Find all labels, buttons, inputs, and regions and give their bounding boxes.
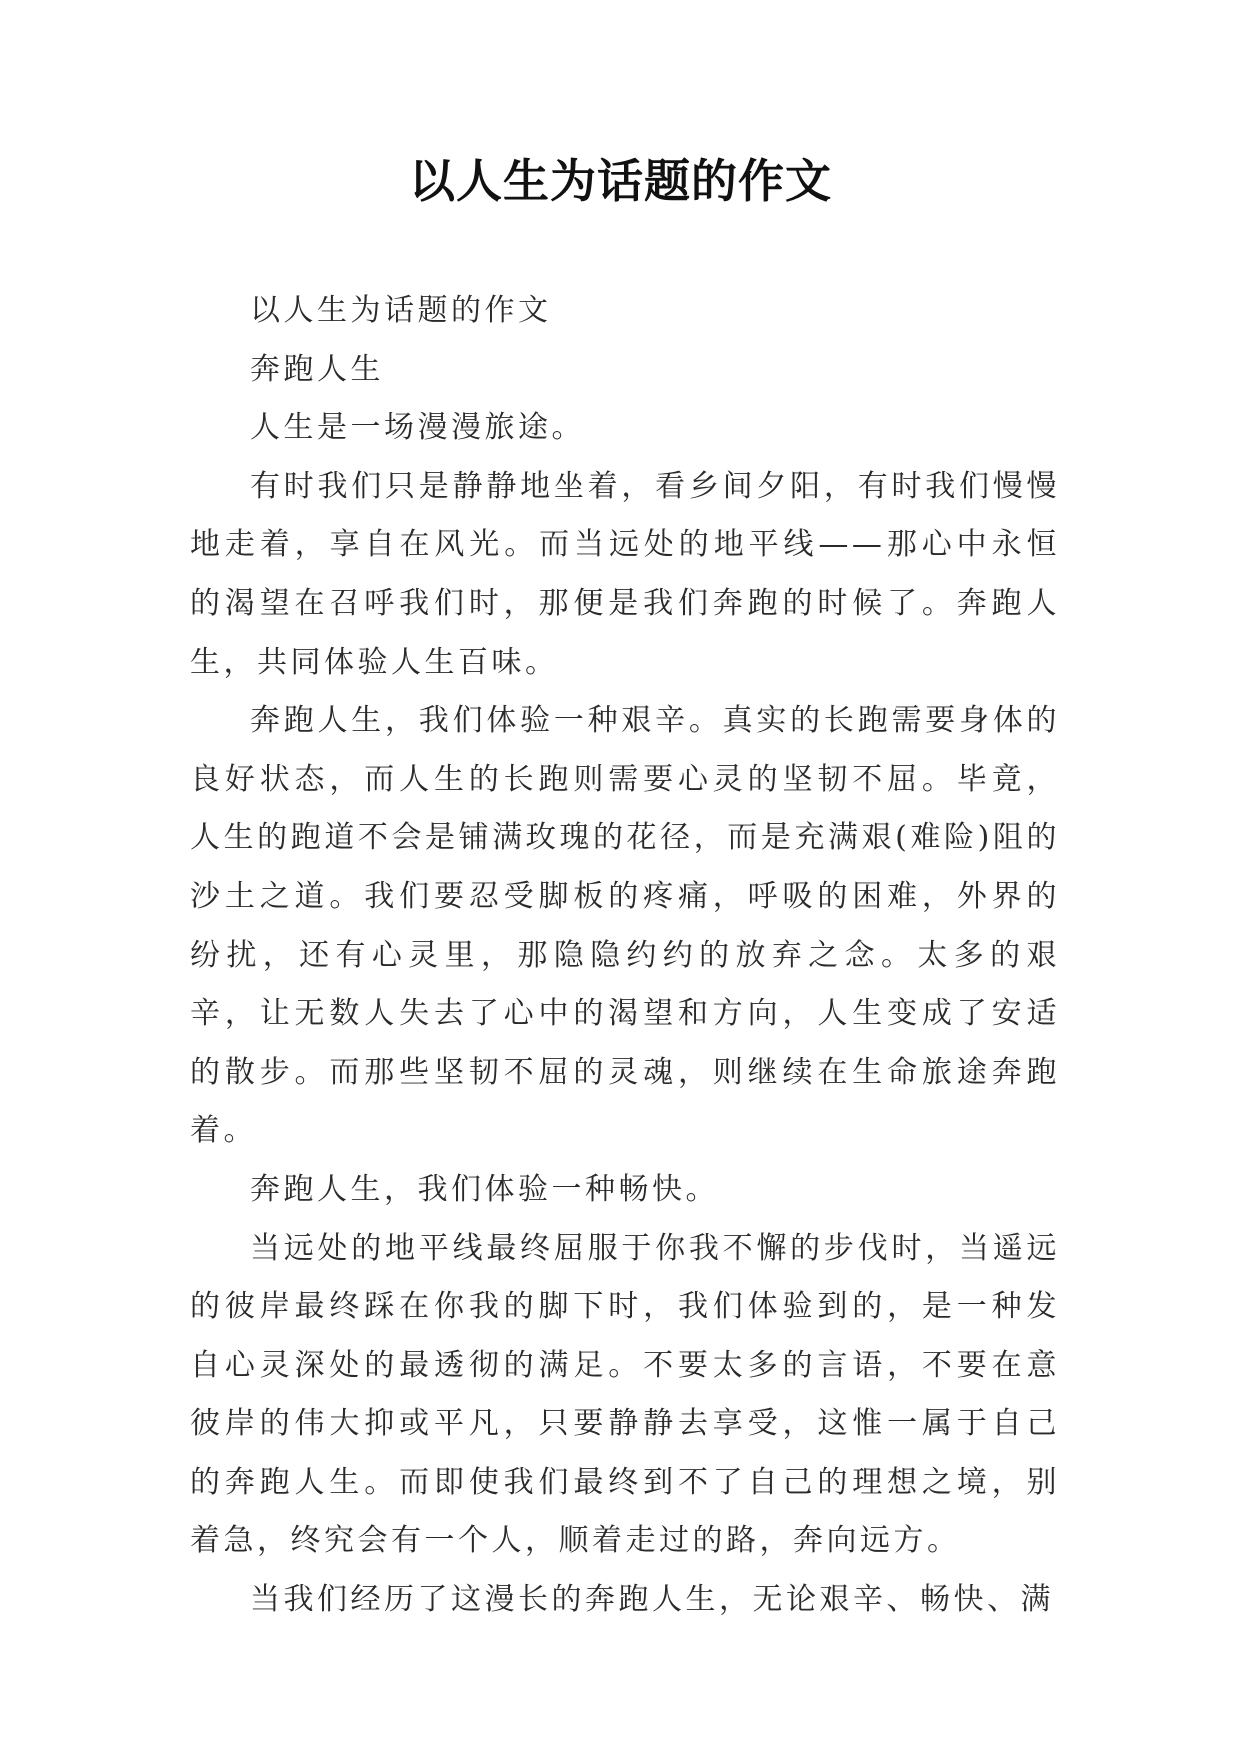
document-body [190, 282, 1060, 1630]
paragraph: 有时我们只是静静地坐着，看乡间夕阳，有时我们慢慢地走着，享自在风光。而当远处的地平线——那心中永恒的渴望在召呼我们时，那便是我们奔跑的时候了。奔跑人生，共同体验人生百味。 [190, 468, 1060, 680]
paragraph: 奔跑人生，我们体验一种畅快。 [250, 1171, 719, 1207]
paragraph: 当远处的地平线最终屈服于你我不懈的步伐时，当遥远的彼岸最终踩在你我的脚下时，我们体验到的，是一种发自心灵深处的最透彻的满足。不要太多的言语，不要在意彼岸的伟大抑或平凡，只要静静去享受，这惟一属于自己的奔跑人生。而即使我们最终到不了自己的理想之境，别着急，终究会有一个人，顺着走过的路，奔向远方。 [190, 1230, 1060, 1559]
paragraph-heading-repeat: 以人生为话题的作文 [250, 293, 552, 328]
document-title: 以人生为话题的作文 [409, 154, 832, 208]
paragraph: 奔跑人生，我们体验一种艰辛。真实的长跑需要身体的良好状态，而人生的长跑则需要心灵的坚韧不屈。毕竟，人生的跑道不会是铺满玫瑰的花径，而是充满艰(难险)阻的沙土之道。我们要忍受脚板的疼痛，呼吸的困难，外界的纷扰，还有心灵里，那隐隐约约的放弃之念。太多的艰辛，让无数人失去了心中的渴望和方向，人生变成了安适的散步。而那些坚韧不屈的灵魂，则继续在生命旅途奔跑着。 [190, 703, 1060, 1149]
paragraph: 当我们经历了这漫长的奔跑人生，无论艰辛、畅快、满 [250, 1582, 1054, 1618]
paragraph: 人生是一场漫漫旅途。 [250, 410, 585, 446]
paragraph-subtitle: 奔跑人生 [250, 351, 384, 387]
